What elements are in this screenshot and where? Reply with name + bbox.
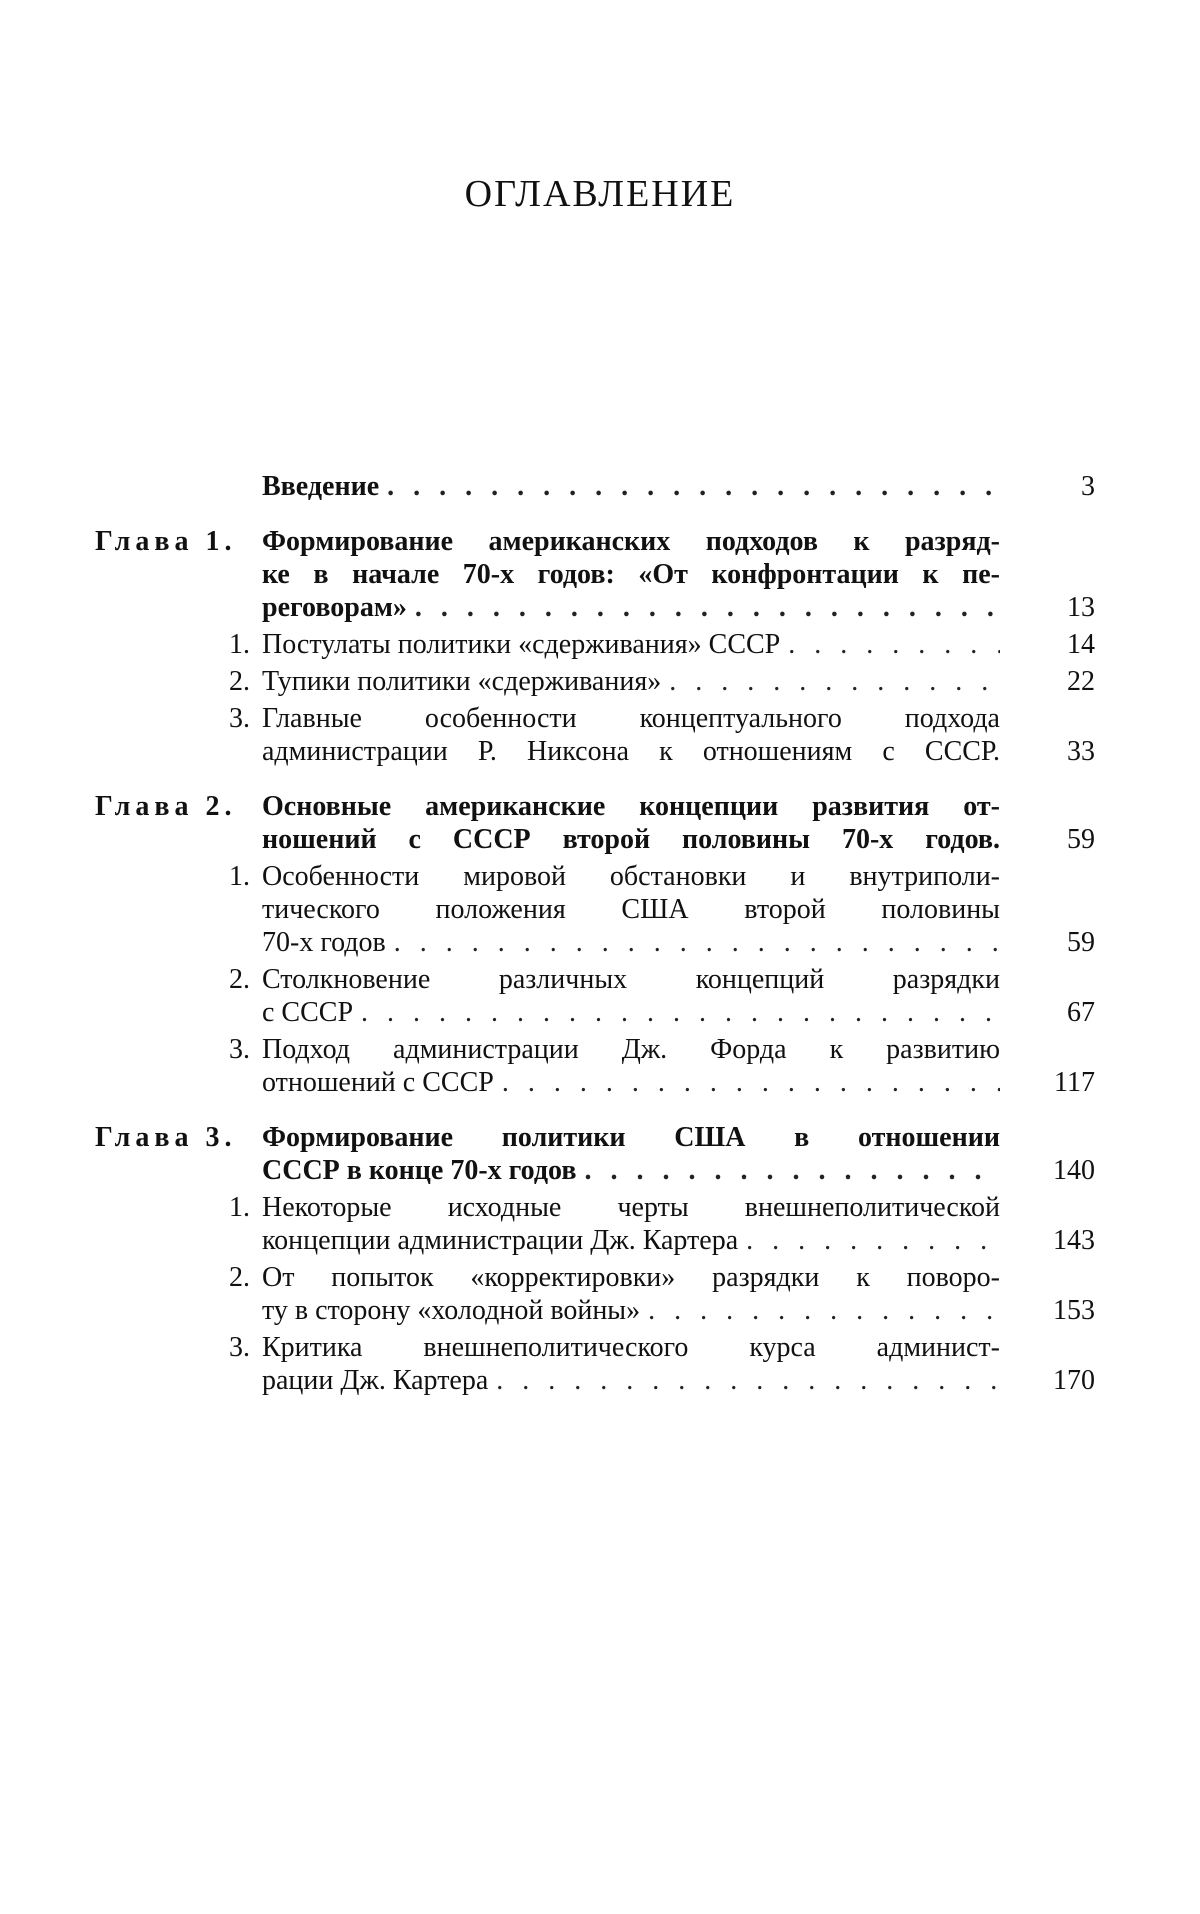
section-title-line: тического положения США второй половины	[262, 894, 1000, 925]
section-title-line: От попыток «корректировки» разрядки к поворо-	[262, 1262, 1000, 1293]
section-title-line: Особенности мировой обстановки и внутриполи-	[262, 861, 1000, 892]
section-title-line: Подход администрации Дж. Форда к развитию	[262, 1034, 1000, 1065]
page-number: 14	[1067, 629, 1095, 660]
toc-section-3-3[interactable]	[0, 1331, 1200, 1397]
page-number: 59	[1067, 927, 1095, 958]
section-title-line: Тупики политики «сдерживания»	[262, 666, 662, 697]
chapter-title-line: ношений с СССР второй половины 70-х годов.	[262, 824, 1000, 855]
section-title-line: Столкновение различных концепций разрядки	[262, 964, 1000, 995]
section-number: 1.	[229, 861, 250, 892]
section-title-line: отношений с СССР	[262, 1067, 494, 1098]
section-number: 2.	[229, 1262, 250, 1293]
dot-leader	[353, 996, 1000, 1029]
section-title-line: Некоторые исходные черты внешнеполитической	[262, 1192, 1000, 1223]
page-number: 153	[1053, 1295, 1095, 1326]
table-of-contents	[0, 470, 1200, 1401]
toc-entry-introduction[interactable]	[0, 470, 1200, 503]
page-number: 22	[1067, 666, 1095, 697]
section-number: 3.	[229, 1034, 250, 1065]
dot-leader	[386, 926, 1000, 959]
toc-chapter-3[interactable]	[0, 1121, 1200, 1187]
section-title-line: Критика внешнеполитического курса админист-	[262, 1332, 1000, 1363]
section-title-line: ту в сторону «холодной войны»	[262, 1295, 641, 1326]
page-number: 67	[1067, 997, 1095, 1028]
toc-chapter-2[interactable]	[0, 790, 1200, 856]
dot-leader	[488, 1364, 1000, 1397]
chapter-label: Глава 3.	[95, 1122, 237, 1153]
dot-leader	[661, 665, 1000, 698]
dot-leader	[576, 1154, 1000, 1187]
toc-chapter-1[interactable]	[0, 525, 1200, 624]
chapter-title-line: реговорам»	[262, 592, 407, 623]
section-title-line: 70-х годов	[262, 927, 386, 958]
dot-leader	[738, 1224, 1000, 1257]
page-number: 3	[1081, 471, 1095, 502]
toc-section-2-2[interactable]	[0, 963, 1200, 1029]
toc-section-3-1[interactable]	[0, 1191, 1200, 1257]
toc-section-2-3[interactable]	[0, 1033, 1200, 1099]
dot-leader	[494, 1066, 1000, 1099]
toc-section-3-2[interactable]	[0, 1261, 1200, 1327]
section-number: 1.	[229, 629, 250, 660]
page-number: 170	[1053, 1365, 1095, 1396]
section-number: 2.	[229, 964, 250, 995]
section-number: 1.	[229, 1192, 250, 1223]
chapter-title-line: Основные американские концепции развития от-	[262, 791, 1000, 822]
page-number: 140	[1053, 1155, 1095, 1186]
chapter-title-line: Формирование политики США в отношении	[262, 1122, 1000, 1153]
section-title-line: администрации Р. Никсона к отношениям с СССР.	[262, 736, 1000, 767]
section-title-line: концепции администрации Дж. Картера	[262, 1225, 739, 1256]
toc-section-1-3[interactable]	[0, 702, 1200, 768]
chapter-title-line: ке в начале 70-х годов: «От конфронтации к пе-	[262, 559, 1000, 590]
dot-leader	[640, 1294, 1000, 1327]
toc-section-2-1[interactable]	[0, 860, 1200, 959]
dot-leader	[379, 470, 1000, 503]
page-title: ОГЛАВЛЕНИЕ	[464, 173, 736, 215]
chapter-label: Глава 2.	[95, 791, 237, 822]
toc-section-1-1[interactable]	[0, 628, 1200, 661]
chapter-label: Глава 1.	[95, 526, 237, 557]
chapter-title-line: СССР в конце 70-х годов	[262, 1155, 577, 1186]
section-title-line: Главные особенности концептуального подхода	[262, 703, 1000, 734]
page-number: 117	[1054, 1067, 1095, 1098]
dot-leader	[780, 628, 1000, 661]
section-title-line: с СССР	[262, 997, 354, 1028]
toc-section-1-2[interactable]	[0, 665, 1200, 698]
chapter-title-line: Формирование американских подходов к разряд-	[262, 526, 1000, 557]
section-number: 3.	[229, 1332, 250, 1363]
dot-leader	[407, 591, 1000, 624]
section-number: 3.	[229, 703, 250, 734]
page-number: 143	[1053, 1225, 1095, 1256]
entry-title: Введение	[262, 471, 380, 502]
section-title-line: рации Дж. Картера	[262, 1365, 489, 1396]
section-title-line: Постулаты политики «сдерживания» СССР	[262, 629, 781, 660]
page-number: 59	[1067, 824, 1095, 855]
section-number: 2.	[229, 666, 250, 697]
page-number: 13	[1067, 592, 1095, 623]
page-number: 33	[1067, 736, 1095, 767]
